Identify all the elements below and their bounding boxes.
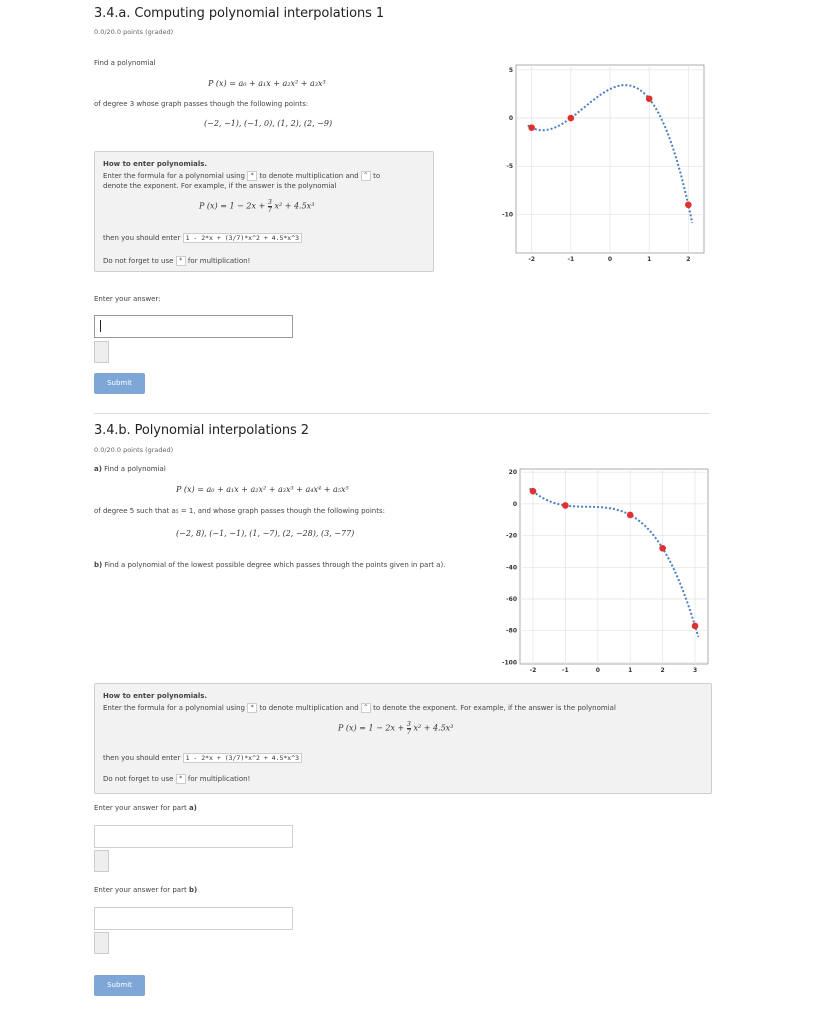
- x-tick-label: 0: [595, 667, 600, 674]
- q2-status-a-box: [94, 850, 109, 872]
- example-fraction: [407, 721, 411, 736]
- q1-formula: P (x) = a₀ + a₁x + a₂x² + a₃x³: [208, 79, 326, 88]
- q1-status-box: [94, 341, 109, 363]
- example-formula: [338, 721, 453, 736]
- y-tick-label: -20: [506, 532, 517, 540]
- q1-submit-button[interactable]: Submit: [94, 373, 145, 394]
- x-tick-label: -1: [567, 256, 575, 263]
- enter-label-text: Enter your answer for part: [94, 804, 187, 812]
- frac-num: 3: [267, 198, 272, 206]
- q1-help-box: [94, 151, 434, 272]
- q1-degree-text: of degree 3 whose graph passes though the following points:: [94, 100, 309, 108]
- star-symbol: *: [176, 774, 186, 784]
- q2-answer-b-input[interactable]: [94, 907, 293, 930]
- then-text: then you should enter: [103, 234, 181, 242]
- y-tick-label: 5: [508, 66, 513, 74]
- part-b-label: b): [94, 561, 103, 569]
- q2-formula: P (x) = a₀ + a₁x + a₂x² + a₃x³ + a₄x⁴ + a₅x⁵: [176, 485, 349, 494]
- help-text: to: [373, 172, 381, 180]
- enter-label-part: a): [188, 804, 197, 812]
- y-tick-label: 0: [512, 500, 517, 508]
- text-cursor: [100, 320, 101, 332]
- help-title: How to enter polynomials.: [103, 160, 208, 168]
- q2-degree-text: of degree 5 such that a₅ = 1, and whose graph passes though the following points:: [94, 507, 385, 515]
- star-symbol: *: [176, 256, 186, 266]
- y-tick-label: -60: [506, 596, 517, 603]
- q1-points: 0.0/20.0 points (graded): [94, 28, 174, 36]
- star-symbol: *: [247, 703, 257, 713]
- q2-part-b: [94, 561, 464, 570]
- x-tick-label: -2: [529, 667, 537, 674]
- x-tick-label: 3: [692, 667, 698, 674]
- q2-part-a: [94, 465, 166, 473]
- then-line: [103, 753, 302, 763]
- forget-text: for multiplication!: [187, 257, 251, 265]
- q1-find-text: Find a polynomial: [94, 59, 156, 67]
- y-tick-label: 20: [508, 469, 517, 477]
- plot-area: [520, 469, 708, 664]
- frac-num: 3: [406, 720, 411, 728]
- data-point: [627, 512, 634, 519]
- q2-help-box: [94, 683, 712, 794]
- help-text: Enter the formula for a polynomial using: [103, 704, 245, 712]
- data-point: [530, 488, 537, 495]
- enter-label-part: b): [188, 886, 198, 894]
- section-divider: [94, 413, 710, 414]
- part-b-text: Find a polynomial of the lowest possible degree which passes through the points given in part a).: [104, 561, 446, 569]
- example-code: 1 - 2*x + (3/7)*x^2 + 4.5*x^3: [183, 753, 303, 763]
- forget-text: Do not forget to use: [103, 775, 174, 783]
- help-title: How to enter polynomials.: [103, 692, 208, 700]
- help-text: to denote multiplication and: [259, 172, 359, 180]
- help-line2: denote the exponent. For example, if the answer is the polynomial: [103, 182, 337, 190]
- help-text: to denote multiplication and: [259, 704, 359, 712]
- q1-enter-label: Enter your answer:: [94, 295, 161, 303]
- data-point: [528, 124, 535, 131]
- example-right: x² + 4.5x³: [274, 201, 315, 211]
- example-left: P (x) = 1 − 2x +: [338, 723, 405, 733]
- example-code: 1 - 2*x + (3/7)*x^2 + 4.5*x^3: [183, 233, 303, 243]
- data-point: [646, 95, 653, 102]
- example-right: x² + 4.5x³: [413, 723, 454, 733]
- x-tick-label: 1: [628, 667, 633, 674]
- part-a-label: a): [94, 465, 102, 473]
- q2-status-b-box: [94, 932, 109, 954]
- q2-points-list: (−2, 8), (−1, −1), (1, −7), (2, −28), (3, −77): [176, 529, 355, 538]
- q2-points: 0.0/20.0 points (graded): [94, 446, 174, 454]
- help-text: Enter the formula for a polynomial using: [103, 172, 245, 180]
- forget-text: Do not forget to use: [103, 257, 174, 265]
- data-point: [659, 545, 666, 552]
- y-tick-label: 0: [508, 115, 513, 123]
- caret-symbol: ^: [361, 171, 371, 181]
- q2-enter-a-label: [94, 804, 197, 812]
- example-left: P (x) = 1 − 2x +: [199, 201, 266, 211]
- caret-symbol: ^: [361, 703, 371, 713]
- data-point: [692, 623, 699, 630]
- y-tick-label: -5: [506, 163, 513, 171]
- help-text: to denote the exponent. For example, if the answer is the polynomial: [373, 704, 616, 712]
- forget-line: [103, 774, 250, 784]
- q2-chart: [500, 464, 715, 679]
- y-tick-label: -40: [506, 564, 517, 572]
- y-tick-label: -80: [506, 627, 517, 635]
- y-tick-label: -100: [501, 659, 517, 667]
- then-line: [103, 233, 302, 243]
- frac-den: 7: [267, 206, 272, 214]
- frac-den: 7: [406, 728, 411, 736]
- forget-text: for multiplication!: [187, 775, 251, 783]
- q2-enter-b-label: [94, 886, 197, 894]
- star-symbol: *: [247, 171, 257, 181]
- x-tick-label: 0: [607, 256, 613, 263]
- q1-points-list: (−2, −1), (−1, 0), (1, 2), (2, −9): [204, 119, 333, 128]
- data-point: [562, 502, 569, 509]
- x-tick-label: 2: [660, 667, 665, 674]
- q2-title: 3.4.b. Polynomial interpolations 2: [94, 423, 309, 438]
- x-tick-label: 2: [686, 256, 691, 263]
- x-tick-label: -1: [562, 667, 569, 674]
- q2-answer-a-input[interactable]: [94, 825, 293, 848]
- example-formula: [199, 199, 314, 214]
- enter-label-text: Enter your answer for part: [94, 886, 187, 894]
- q1-answer-input[interactable]: [94, 315, 293, 338]
- help-line1: [103, 171, 380, 181]
- help-line1: [103, 703, 616, 713]
- example-fraction: [268, 199, 272, 214]
- q2-submit-button[interactable]: Submit: [94, 975, 145, 996]
- data-point: [568, 115, 575, 122]
- then-text: then you should enter: [103, 754, 181, 762]
- x-tick-label: -2: [528, 256, 536, 263]
- y-tick-label: -10: [502, 211, 513, 219]
- data-point: [685, 201, 692, 208]
- x-tick-label: 1: [647, 256, 652, 263]
- q1-chart: [500, 60, 715, 265]
- q2-find-text: Find a polynomial: [104, 465, 166, 473]
- forget-line: [103, 256, 250, 266]
- q1-title: 3.4.a. Computing polynomial interpolations 1: [94, 6, 384, 21]
